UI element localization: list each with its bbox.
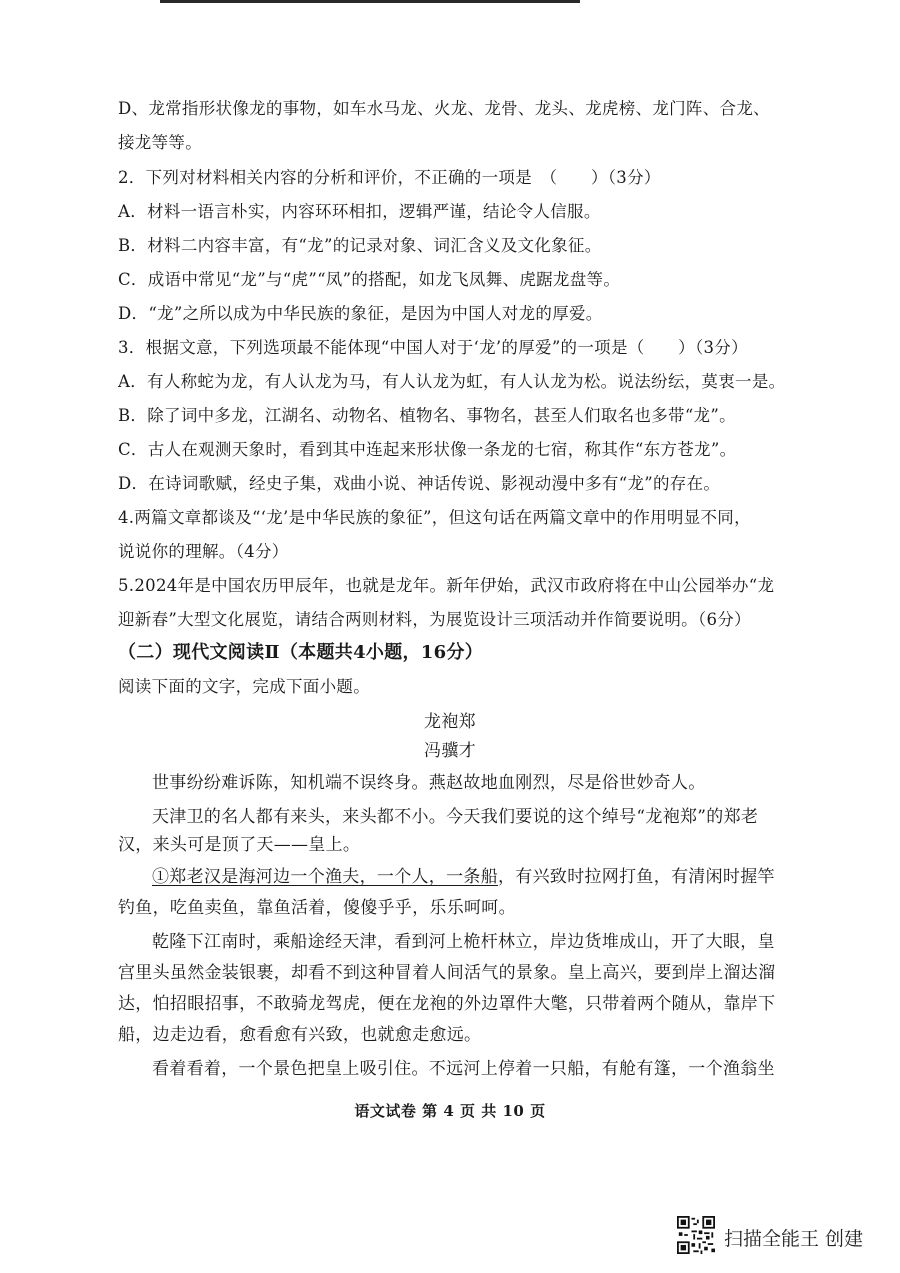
- story-author: 冯骥才: [424, 741, 476, 761]
- top-rule: [160, 0, 580, 3]
- story-title: 龙袍郑: [424, 712, 476, 732]
- q3-option-b: B．除了词中多龙，江湖名、动物名、植物名、事物名，甚至人们取名也多带“龙”。: [118, 406, 736, 425]
- story-para-3-line-2: 钓鱼，吃鱼卖鱼，靠鱼活着，傻傻乎乎，乐乐呵呵。: [118, 898, 516, 918]
- scanner-watermark: 扫描全能王 创建: [724, 1228, 864, 1250]
- option-d-line-2: 接龙等等。: [118, 133, 202, 152]
- option-d-line-1: D、龙常指形状像龙的事物，如车水马龙、火龙、龙骨、龙头、龙虎榜、龙门阵、合龙、: [118, 99, 770, 118]
- story-para-3-line-1: [152, 866, 782, 888]
- question-4-line-2: 说说你的理解。（4分）: [118, 542, 289, 561]
- qr-code-icon: [677, 1216, 715, 1254]
- section-title: （二）现代文阅读Ⅱ（本题共4小题，16分）: [118, 642, 484, 663]
- page-footer: 语文试卷 第 4 页 共 10 页: [354, 1102, 546, 1120]
- story-para-2-line-2: 汉，来头可是顶了天——皇上。: [118, 835, 361, 855]
- story-para-1: 世事纷纷难诉陈，知机端不误终身。燕赵故地血刚烈，尽是俗世妙奇人。: [152, 773, 706, 793]
- story-para-5-line-1: 看着看着，一个景色把皇上吸引住。不远河上停着一只船，有舱有篷，一个渔翁坐: [152, 1059, 775, 1079]
- q2-option-b: B．材料二内容丰富，有“龙”的记录对象、词汇含义及文化象征。: [118, 236, 602, 255]
- question-4-line-1: 4.两篇文章都谈及“‘龙’是中华民族的象征”，但这句话在两篇文章中的作用明显不同，: [118, 508, 751, 527]
- story-para-4-line-4: 船，边走边看，愈看愈有兴致，也就愈走愈远。: [118, 1025, 482, 1045]
- story-para-2-line-1: 天津卫的名人都有来头，来头都不小。今天我们要说的这个绰号“龙袍郑”的郑老: [152, 807, 759, 827]
- story-para-4-line-3: 达，怕招眼招事，不敢骑龙驾虎，便在龙袍的外边罩件大氅，只带着两个随从，靠岸下: [118, 994, 776, 1014]
- story-para-4-line-1: 乾隆下江南时，乘船途经天津，看到河上桅杆林立，岸边货堆成山，开了大眼，皇: [152, 932, 775, 952]
- question-5-line-2: 迎新春”大型文化展览，请结合两则材料，为展览设计三项活动并作简要说明。（6分）: [118, 610, 751, 629]
- q2-option-d: D．“龙”之所以成为中华民族的象征，是因为中国人对龙的厚爱。: [118, 304, 603, 323]
- q3-option-d: D．在诗词歌赋，经史子集，戏曲小说、神话传说、影视动漫中多有“龙”的存在。: [118, 474, 721, 493]
- q3-option-a: A．有人称蛇为龙，有人认龙为马，有人认龙为虹，有人认龙为松。说法纷纭，莫衷一是。: [118, 372, 786, 391]
- q3-option-c: C．古人在观测天象时，看到其中连起来形状像一条龙的七宿，称其作“东方苍龙”。: [118, 440, 737, 459]
- question-3: 3．根据文意，下列选项最不能体现“中国人对于‘龙’的厚爱”的一项是（ ）（3分）: [118, 338, 748, 357]
- question-5-line-1: 5.2024年是中国农历甲辰年，也就是龙年。新年伊始，武汉市政府将在中山公园举办“龙: [118, 576, 775, 595]
- q2-option-c: C．成语中常见“龙”与“虎”“凤”的搭配，如龙飞凤舞、虎踞龙盘等。: [118, 270, 621, 289]
- q2-option-a: A．材料一语言朴实，内容环环相扣，逻辑严谨，结论令人信服。: [118, 202, 601, 221]
- underlined-sentence: ①郑老汉是海河边一个渔夫，一个人，一条船: [152, 867, 498, 887]
- instruction: 阅读下面的文字，完成下面小题。: [118, 677, 370, 696]
- question-2: 2．下列对材料相关内容的分析和评价，不正确的一项是 （ ）（3分）: [118, 168, 661, 187]
- story-para-4-line-2: 宫里头虽然金装银裹，却看不到这种冒着人间活气的景象。皇上高兴，要到岸上溜达溜: [118, 963, 776, 983]
- story-para-3-rest: ，有兴致时拉网打鱼，有清闲时握竿: [498, 867, 775, 887]
